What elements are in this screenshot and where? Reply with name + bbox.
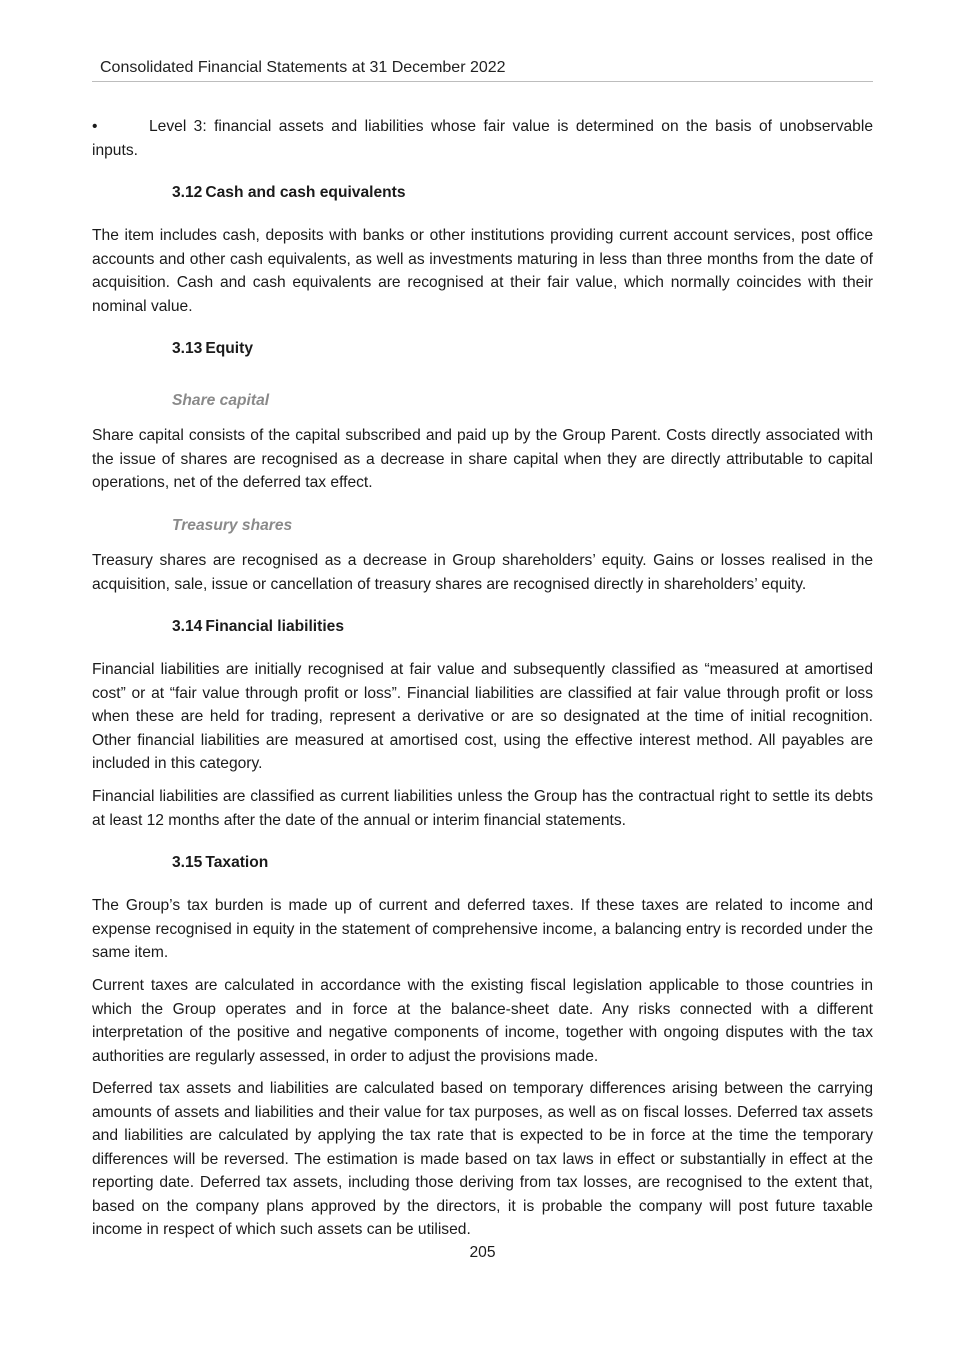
section-title: Cash and cash equivalents: [205, 184, 406, 201]
paragraph-share-capital: Share capital consists of the capital subscribed and paid up by the Group Parent. Costs directly associated with the issue of shares are recognised as a decrease in share capital when they are directly attributable to capital operations, net of the deferred tax effect.: [92, 427, 873, 491]
header-divider: [92, 81, 873, 82]
subheading-treasury-shares: Treasury shares: [172, 517, 293, 534]
section-heading-3-13: [172, 338, 253, 360]
section-heading-3-12: [172, 182, 406, 204]
paragraph-taxation-2: Current taxes are calculated in accordance with the existing fiscal legislation applicable to those countries in which the Group operates and in force at the balance-sheet date. Any risks connected with a different interpretation of the positive and negative components of income, together with ongoing disputes with the tax authorities are regularly assessed, in order to adjust the provisions made.: [92, 977, 873, 1065]
bullet-symbol: •: [92, 118, 98, 135]
page-number: 205: [469, 1244, 496, 1261]
header-title: Consolidated Financial Statements at 31 December 2022: [100, 59, 506, 76]
paragraph-financial-liabilities-2: Financial liabilities are classified as current liabilities unless the Group has the contractual right to settle its debts at least 12 months after the date of the annual or interim financial statements.: [92, 788, 873, 829]
section-title: Financial liabilities: [205, 618, 345, 635]
paragraph-financial-liabilities-1: Financial liabilities are initially recognised at fair value and subsequently classified as “measured at amortised cost” or at “fair value through profit or loss”. Financial liabilities are classified at fair value through profit or loss when these are held for trading, represent a derivative or are so designated at the time of initial recognition. Other financial liabilities are measured at amortised cost, using the effective interest method. All payables are included in this category.: [92, 661, 873, 772]
paragraph-cash-equivalents: The item includes cash, deposits with banks or other institutions providing current account services, post office accounts and other cash equivalents, as well as investments maturing in less than three months from the date of acquisition. Cash and cash equivalents are recognised at their fair value, which normally coincides with their nominal value.: [92, 227, 873, 315]
subheading-share-capital: Share capital: [172, 392, 270, 409]
section-number: 3.14: [172, 618, 203, 635]
paragraph-taxation-1: The Group’s tax burden is made up of current and deferred taxes. If these taxes are related to income and expense recognised in equity in the statement of comprehensive income, a balancing entry is recorded under the same item.: [92, 897, 873, 961]
section-number: 3.13: [172, 340, 203, 357]
section-heading-3-14: [172, 616, 344, 638]
bullet-item-level-3: [92, 115, 873, 162]
paragraph-treasury-shares: Treasury shares are recognised as a decrease in Group shareholders’ equity. Gains or losses realised in the acquisition, sale, issue or cancellation of treasury shares are recognised directly in shareholders’ equity.: [92, 552, 873, 593]
section-title: Equity: [205, 340, 254, 357]
section-title: Taxation: [205, 854, 269, 871]
bullet-text: Level 3: financial assets and liabilities whose fair value is determined on the basis of unobservable inputs.: [92, 118, 873, 159]
section-heading-3-15: [172, 852, 268, 874]
section-number: 3.15: [172, 854, 203, 871]
section-number: 3.12: [172, 184, 203, 201]
paragraph-taxation-3: Deferred tax assets and liabilities are calculated based on temporary differences arising between the carrying amounts of assets and liabilities and their value for tax purposes, as well as on fiscal losses. Deferred tax assets and liabilities are calculated by applying the tax rate that is expected to be in force at the time the temporary differences will be reversed. The estimation is made based on tax laws in effect or substantially in effect at the reporting date. Deferred tax assets, including those deriving from tax losses, are recognised to the extent that, based on the company plans approved by the directors, it is probable the company will post future taxable income in respect of which such assets can be utilised.: [92, 1080, 873, 1238]
